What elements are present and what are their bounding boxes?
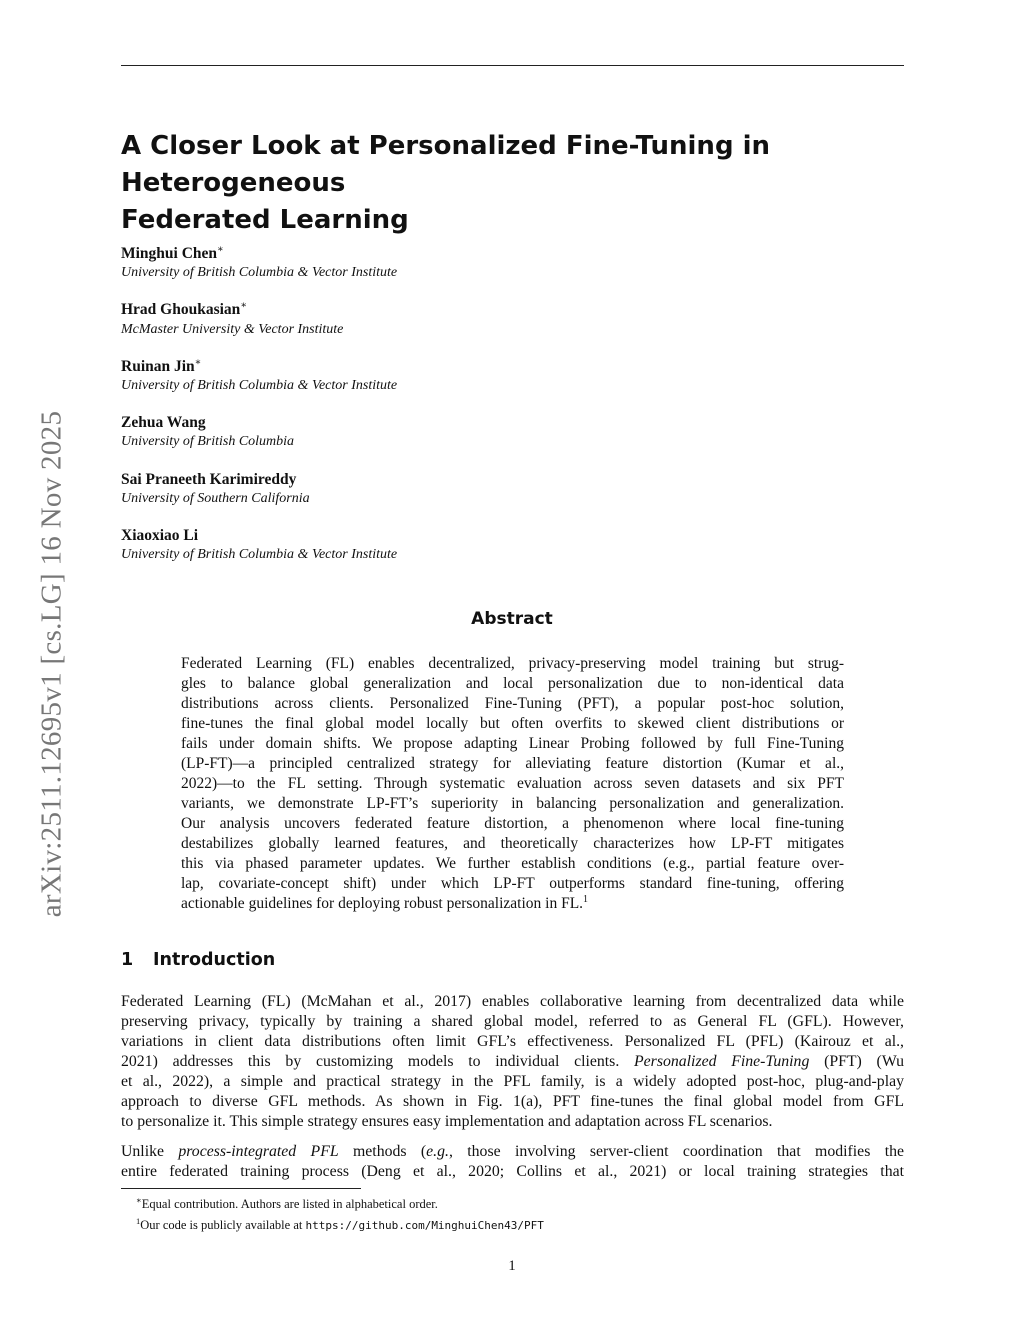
top-rule (121, 65, 904, 66)
emphasized-term: process-integrated PFL (178, 1143, 339, 1160)
equal-contribution-mark: ∗ (240, 300, 248, 312)
section-heading (121, 948, 275, 972)
author-name: Zehua Wang (121, 414, 206, 432)
paper-title (121, 128, 921, 239)
paragraph-line: Federated Learning (FL) (McMahan et al., 2017) enables collaborative learning from decentralized data while (121, 993, 904, 1010)
code-repository-link[interactable]: https://github.com/MinghuiChen43/PFT (305, 1219, 544, 1233)
footnote-mark: 1 (136, 1216, 141, 1227)
author-entry (121, 522, 721, 578)
paragraph-line: et al., 2022), a simple and practical strategy in the PFL family, is a widely adopted post-hoc, plug-and-play (121, 1073, 904, 1090)
abstract-line: Federated Learning (FL) enables decentralized, privacy-preserving model training but strug- (181, 655, 844, 672)
author-affiliation: University of British Columbia & Vector Institute (121, 547, 398, 563)
emphasized-term: e.g. (426, 1143, 449, 1160)
author-entry (121, 353, 721, 409)
author-name: Xiaoxiao Li (121, 527, 199, 545)
equal-contribution-mark: ∗ (194, 356, 202, 368)
equal-contribution-mark: ∗ (217, 244, 224, 255)
text-run: , those involving server-client coordination that modifies the (448, 1143, 904, 1160)
author-affiliation: McMaster University & Vector Institute (121, 321, 344, 337)
paragraph-line: to personalize it. This simple strategy ensures easy implementation and adaptation across FL scenarios. (121, 1113, 773, 1130)
abstract-line: distributions across clients. Personalized Fine-Tuning (PFT), a popular post-hoc solution, (181, 695, 844, 712)
footnote-text: Equal contribution. Authors are listed in alphabetical order. (141, 1197, 438, 1212)
paragraph-line (121, 1052, 904, 1072)
footnote-rule (121, 1188, 361, 1189)
page-number: 1 (508, 1258, 516, 1274)
introduction-paragraph-2 (121, 1142, 904, 1182)
abstract-heading: Abstract (471, 609, 553, 629)
footnote-reference: 1 (583, 893, 589, 905)
text-run: Unlike (121, 1143, 179, 1160)
abstract-body (181, 654, 844, 914)
abstract-line: (LP-FT)—a principled centralized strategy for alleviating feature distortion (Kumar et al., (181, 755, 844, 772)
author-affiliation: University of British Columbia (121, 434, 295, 450)
footnote (136, 1192, 544, 1213)
title-line: Federated Learning (121, 205, 409, 235)
abstract-last-line (181, 894, 844, 914)
footnote (136, 1213, 544, 1234)
section-title: Introduction (153, 950, 276, 970)
author-affiliation: University of Southern California (121, 490, 310, 506)
author-name: Hrad Ghoukasian (121, 301, 241, 319)
footnotes (136, 1192, 544, 1234)
author-affiliation: University of British Columbia & Vector Institute (121, 377, 398, 393)
author-entry (121, 466, 721, 522)
author-entry (121, 240, 721, 296)
abstract-line: destabilizes globally learned features, and theoretically characterizes how LP-FT mitigates (181, 835, 844, 852)
abstract-line: actionable guidelines for deploying robust personalization in FL. (181, 895, 584, 912)
abstract-line: fine-tunes the final global model locally but often overfits to skewed client distributions or (181, 715, 844, 732)
abstract-line: variants, we demonstrate LP-FT’s superiority in balancing personalization and generalization. (181, 795, 844, 812)
paragraph-line: entire federated training process (Deng et al., 2020; Collins et al., 2021) or local training strategies that (121, 1163, 904, 1180)
emphasized-term: Personalized Fine-Tuning (634, 1053, 810, 1070)
author-list (121, 240, 721, 578)
introduction-paragraph-1 (121, 992, 904, 1132)
title-line: A Closer Look at Personalized Fine-Tuning in Heterogeneous (121, 131, 771, 198)
paragraph-line: variations in client data distributions often limit GFL’s effectiveness. Personalized FL (PFL) (Kairouz et al., (121, 1033, 904, 1050)
paragraph-line: approach to diverse GFL methods. As shown in Fig. 1(a), PFT fine-tunes the final global model from GFL (121, 1093, 904, 1110)
abstract-line: lap, covariate-concept shift) under which LP-FT outperforms standard fine-tuning, offering (181, 875, 844, 892)
author-name: Sai Praneeth Karimireddy (121, 470, 297, 488)
text-run: methods ( (338, 1143, 427, 1160)
abstract-line: 2022)—to the FL setting. Through systematic evaluation across seven datasets and six PFT (181, 775, 844, 792)
paragraph-line: preserving privacy, typically by training a shared global model, referred to as General FL (GFL). However, (121, 1013, 904, 1030)
section-number: 1 (121, 950, 134, 970)
text-run: 2021) addresses this by customizing models to individual clients. (121, 1053, 635, 1070)
author-name: Minghui Chen (121, 245, 218, 263)
arxiv-identifier-stamp: arXiv:2511.12695v1 [cs.LG] 16 Nov 2025 (35, 410, 68, 918)
author-entry (121, 296, 721, 352)
text-run: (PFT) (Wu (809, 1053, 904, 1070)
abstract-line: gles to balance global generalization and local personalization due to non-identical data (181, 675, 844, 692)
paragraph-line (121, 1142, 904, 1162)
abstract-line: Our analysis uncovers federated feature distortion, a phenomenon where local fine-tuning (181, 815, 844, 832)
author-entry (121, 409, 721, 465)
author-name: Ruinan Jin (121, 357, 195, 375)
abstract-line: this via phased parameter updates. We further establish conditions (e.g., partial feature over- (181, 855, 844, 872)
footnote-text: Our code is publicly available at (140, 1218, 306, 1233)
author-affiliation: University of British Columbia & Vector Institute (121, 265, 398, 281)
footnote-mark: ∗ (136, 1195, 142, 1205)
abstract-line: fails under domain shifts. We propose adapting Linear Probing followed by full Fine-Tuning (181, 735, 844, 752)
